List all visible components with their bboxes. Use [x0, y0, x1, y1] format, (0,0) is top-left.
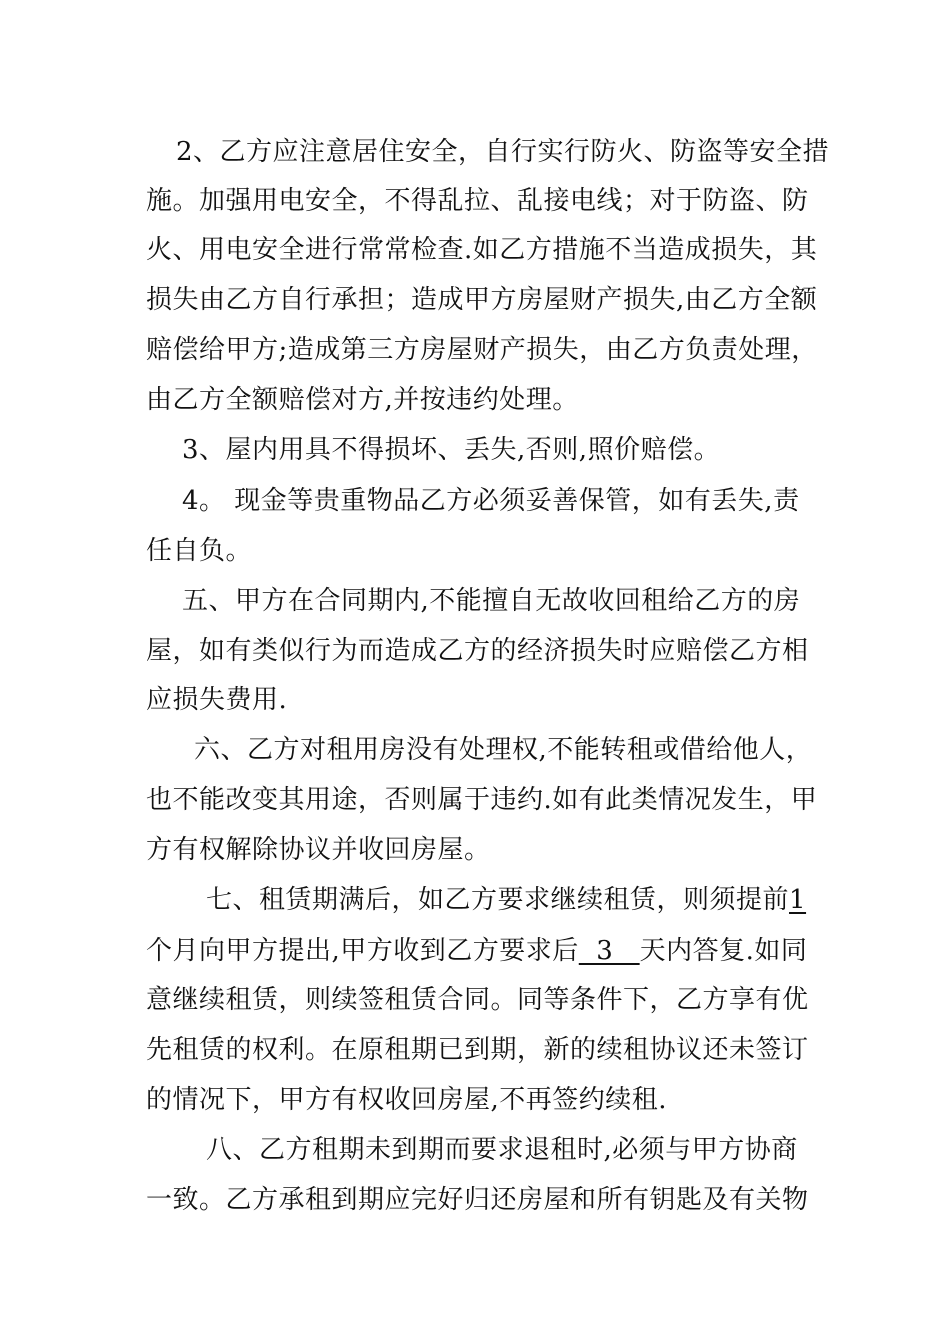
reply-days-blank: 3	[578, 936, 640, 966]
clause-five-line-2: 屋，如有类似行为而造成乙方的经济损失时应赔偿乙方相	[146, 636, 809, 666]
clause-3-line-1: 3、屋内用具不得损坏、丢失,否则,照价赔偿。	[182, 435, 721, 465]
clause-five-line-3: 应损失费用.	[146, 685, 288, 715]
clause-2-line-1: 2、乙方应注意居住安全，自行实行防火、防盗等安全措	[176, 137, 830, 167]
clause-seven-line-3: 意继续租赁，则续签租赁合同。同等条件下，乙方享有优	[146, 985, 809, 1015]
clause-six-line-1: 六、乙方对租用房没有处理权,不能转租或借给他人，	[194, 735, 813, 765]
clause-2-line-5: 赔偿给甲方;造成第三方房屋财产损失，由乙方负责处理，	[146, 335, 818, 365]
clause-six-line-2: 也不能改变其用途，否则属于违约.如有此类情况发生，甲	[146, 785, 818, 815]
clause-2-line-3: 火、用电安全进行常常检查.如乙方措施不当造成损失，其	[146, 235, 818, 265]
clause-2-line-2: 施。加强用电安全，不得乱拉、乱接电线；对于防盗、防	[146, 186, 809, 216]
clause-4-line-2: 任自负。	[146, 536, 253, 566]
clause-seven-line-1-text: 七、租赁期满后，如乙方要求继续租赁，则须提前	[206, 885, 790, 915]
clause-five-line-1: 五、甲方在合同期内,不能擅自无故收回租给乙方的房	[182, 586, 801, 616]
clause-2-line-6: 由乙方全额赔偿对方,并按违约处理。	[146, 385, 579, 415]
clause-2-line-4: 损失由乙方自行承担；造成甲方房屋财产损失,由乙方全额	[146, 285, 818, 315]
clause-seven-line-5: 的情况下，甲方有权收回房屋,不再签约续租.	[146, 1085, 668, 1115]
clause-eight-line-2: 一致。乙方承租到期应完好归还房屋和所有钥匙及有关物	[146, 1185, 809, 1215]
clause-eight-line-1: 八、乙方租期未到期而要求退租时,必须与甲方协商	[206, 1135, 798, 1165]
clause-seven-line-2-before: 个月向甲方提出,甲方收到乙方要求后	[146, 936, 579, 966]
notice-months-blank: 1	[789, 885, 807, 915]
clause-six-line-3: 方有权解除协议并收回房屋。	[146, 835, 491, 865]
clause-4-line-1: 4。 现金等贵重物品乙方必须妥善保管，如有丢失,责	[182, 486, 800, 516]
clause-seven-line-4: 先租赁的权利。在原租期已到期，新的续租协议还未签订	[146, 1035, 809, 1065]
clause-seven-line-1	[206, 883, 950, 917]
clause-seven-line-2-after: 天内答复.如同	[639, 936, 808, 966]
clause-seven-line-2	[146, 934, 950, 968]
